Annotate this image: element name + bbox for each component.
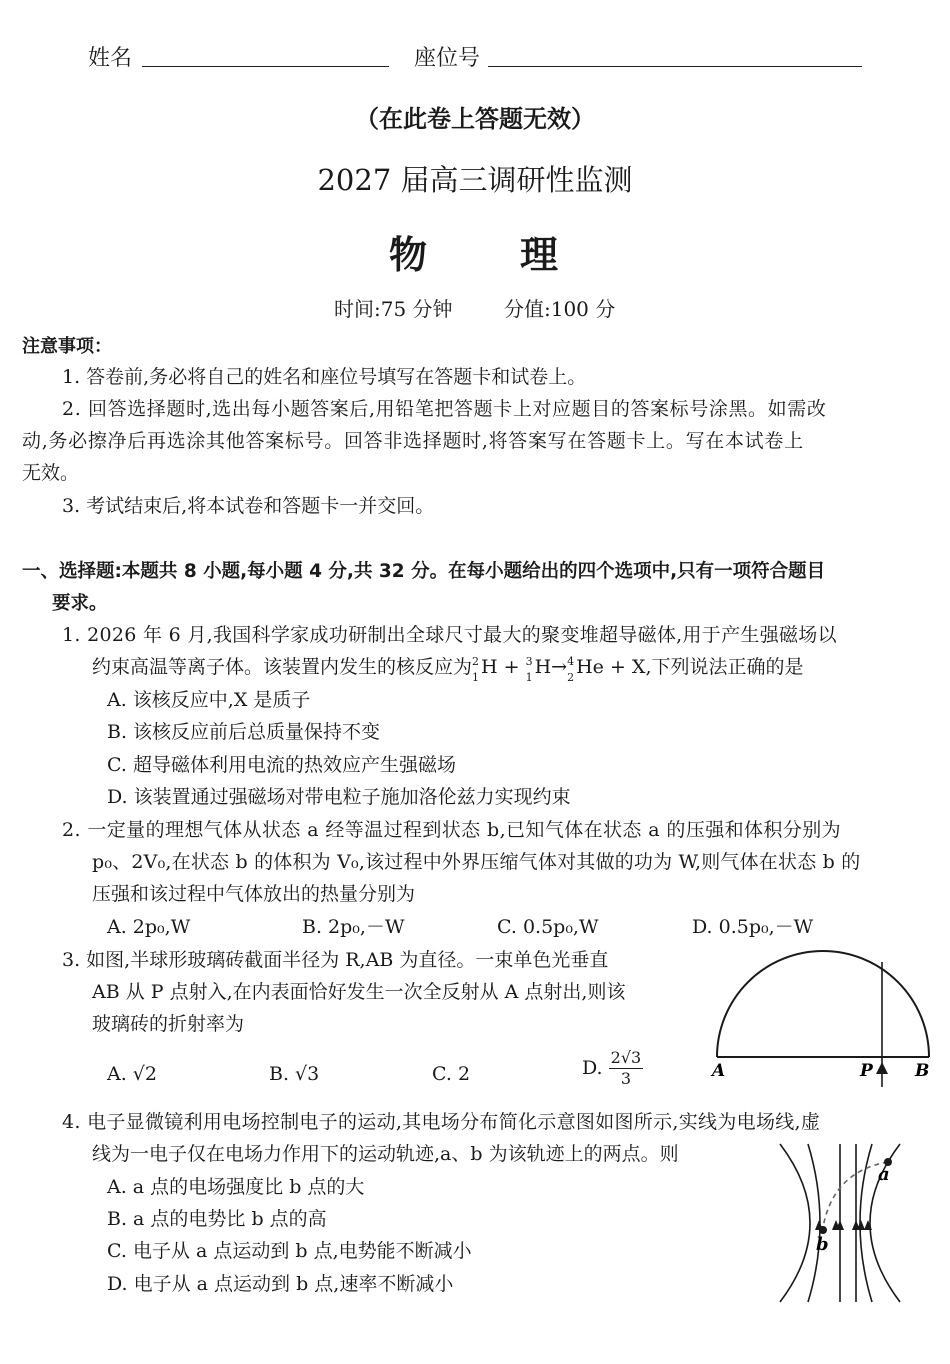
q1-option-d[interactable]: D. 该装置通过强磁场对带电粒子施加洛伦兹力实现约束 [107,786,571,808]
q3-stem-line3: 玻璃砖的折射率为 [92,1013,245,1035]
exam-time: 时间:75 分钟 [334,297,453,321]
notice-heading: 注意事项： [22,336,112,357]
q2-option-d[interactable]: D. 0.5p₀,－W [692,916,814,938]
field-line-1 [780,1144,810,1302]
exam-title: 2027 届高三调研性监测 [317,163,633,197]
q4-option-b[interactable]: B. a 点的电势比 b 点的高 [107,1208,327,1230]
q4-stem-line2: 线为一电子仅在电场力作用下的运动轨迹,a、b 为该轨迹上的两点。则 [92,1143,679,1165]
exam-score: 分值:100 分 [504,297,616,321]
q3-hemisphere-figure [705,942,935,1102]
q2-stem-line1: 2. 一定量的理想气体从状态 a 经等温过程到状态 b,已知气体在状态 a 的压强和体积分别为 [62,819,842,841]
q3-option-d-prefix: D. [582,1057,603,1079]
name-label: 姓名 [88,46,133,71]
q4-stem-line1: 4. 电子显微镜利用电场控制电子的运动,其电场分布简化示意图如图所示,实线为电场线,虚 [62,1111,821,1133]
q1-stem-line2 [92,655,804,684]
q2-stem-line3: 压强和该过程中气体放出的热量分别为 [92,883,416,905]
notice-item-3: 3. 考试结束后,将本试卷和答题卡一并交回。 [62,495,435,517]
subject-title-right: 理 [520,233,559,277]
notice-item-2-line2: 动,务必擦净后再选涂其他答案标号。回答非选择题时,将答案写在答题卡上。写在本试卷上 [22,430,804,452]
notice-item-2-line3: 无效。 [22,462,80,484]
q3-option-d[interactable] [582,1048,643,1089]
light-arrow-icon [876,1062,888,1074]
label-b: b [816,1234,829,1255]
point-b-dot [819,1226,827,1234]
q2-option-a[interactable]: A. 2p₀,W [107,916,191,938]
q2-stem-line2: p₀、2V₀,在状态 b 的体积为 V₀,该过程中外界压缩气体对其做的功为 W,则气体在状态 b 的 [92,851,861,873]
label-a: a [878,1164,890,1185]
subject-title-left: 物 [389,233,428,277]
q1-stem-line2-text: 约束高温等离子体。该装置内发生的核反应为 [92,656,473,678]
q3-option-a[interactable]: A. √2 [107,1063,157,1085]
seat-blank-line [488,66,862,67]
q1-option-c[interactable]: C. 超导磁体利用电流的热效应产生强磁场 [107,754,456,776]
seat-label: 座位号 [414,46,481,71]
q3-option-b[interactable]: B. √3 [269,1063,320,1085]
name-blank-line [142,66,389,67]
arrow-icon-5 [857,1220,865,1230]
q3-option-c[interactable]: C. 2 [432,1063,471,1085]
q3-stem-line2: AB 从 P 点射入,在内表面恰好发生一次全反射从 A 点射出,则该 [92,981,626,1003]
q3-option-d-numerator: 2√3 [610,1048,642,1067]
label-P: P [860,1061,873,1081]
q3-option-d-fraction [609,1048,644,1089]
q3-stem-line1: 3. 如图,半球形玻璃砖截面半径为 R,AB 为直径。一束单色光垂直 [62,949,609,971]
section-heading-line2: 要求。 [52,593,108,614]
notice-item-1: 1. 答卷前,务必将自己的姓名和座位号填写在答题卡和试卷上。 [62,366,587,388]
q1-stem-line1: 1. 2026 年 6 月,我国科学家成功研制出全球尺寸最大的聚变堆超导磁体,用于产生强磁场以 [62,624,837,646]
label-A: A [712,1061,726,1081]
invalid-note: （在此卷上答题无效） [355,105,595,133]
hemisphere-arc [717,951,929,1057]
nuclear-equation: 2 1 H + 3 1 H→ 4 2 He + X [472,655,646,684]
q4-option-a[interactable]: A. a 点的电场强度比 b 点的大 [107,1176,365,1198]
q1-option-b[interactable]: B. 该核反应前后总质量保持不变 [107,721,381,743]
q4-option-d[interactable]: D. 电子从 a 点运动到 b 点,速率不断减小 [107,1273,454,1295]
q4-option-c[interactable]: C. 电子从 a 点运动到 b 点,电势能不断减小 [107,1240,472,1262]
label-B: B [915,1061,930,1081]
q1-option-a[interactable]: A. 该核反应中,X 是质子 [107,689,311,711]
section-heading-line1: 一、选择题:本题共 8 小题,每小题 4 分,共 32 分。在每小题给出的四个选项中,只有一项符合题目 [22,561,826,582]
q2-option-b[interactable]: B. 2p₀,－W [302,916,405,938]
q2-option-c[interactable]: C. 0.5p₀,W [497,916,599,938]
q4-field-figure [770,1142,935,1304]
q3-option-d-denominator: 3 [620,1069,632,1088]
q1-stem-line2-tail: ,下列说法正确的是 [645,656,804,678]
notice-item-2-line1: 2. 回答选择题时,选出每小题答案后,用铅笔把答题卡上对应题目的答案标号涂黑。如需改 [62,398,827,420]
